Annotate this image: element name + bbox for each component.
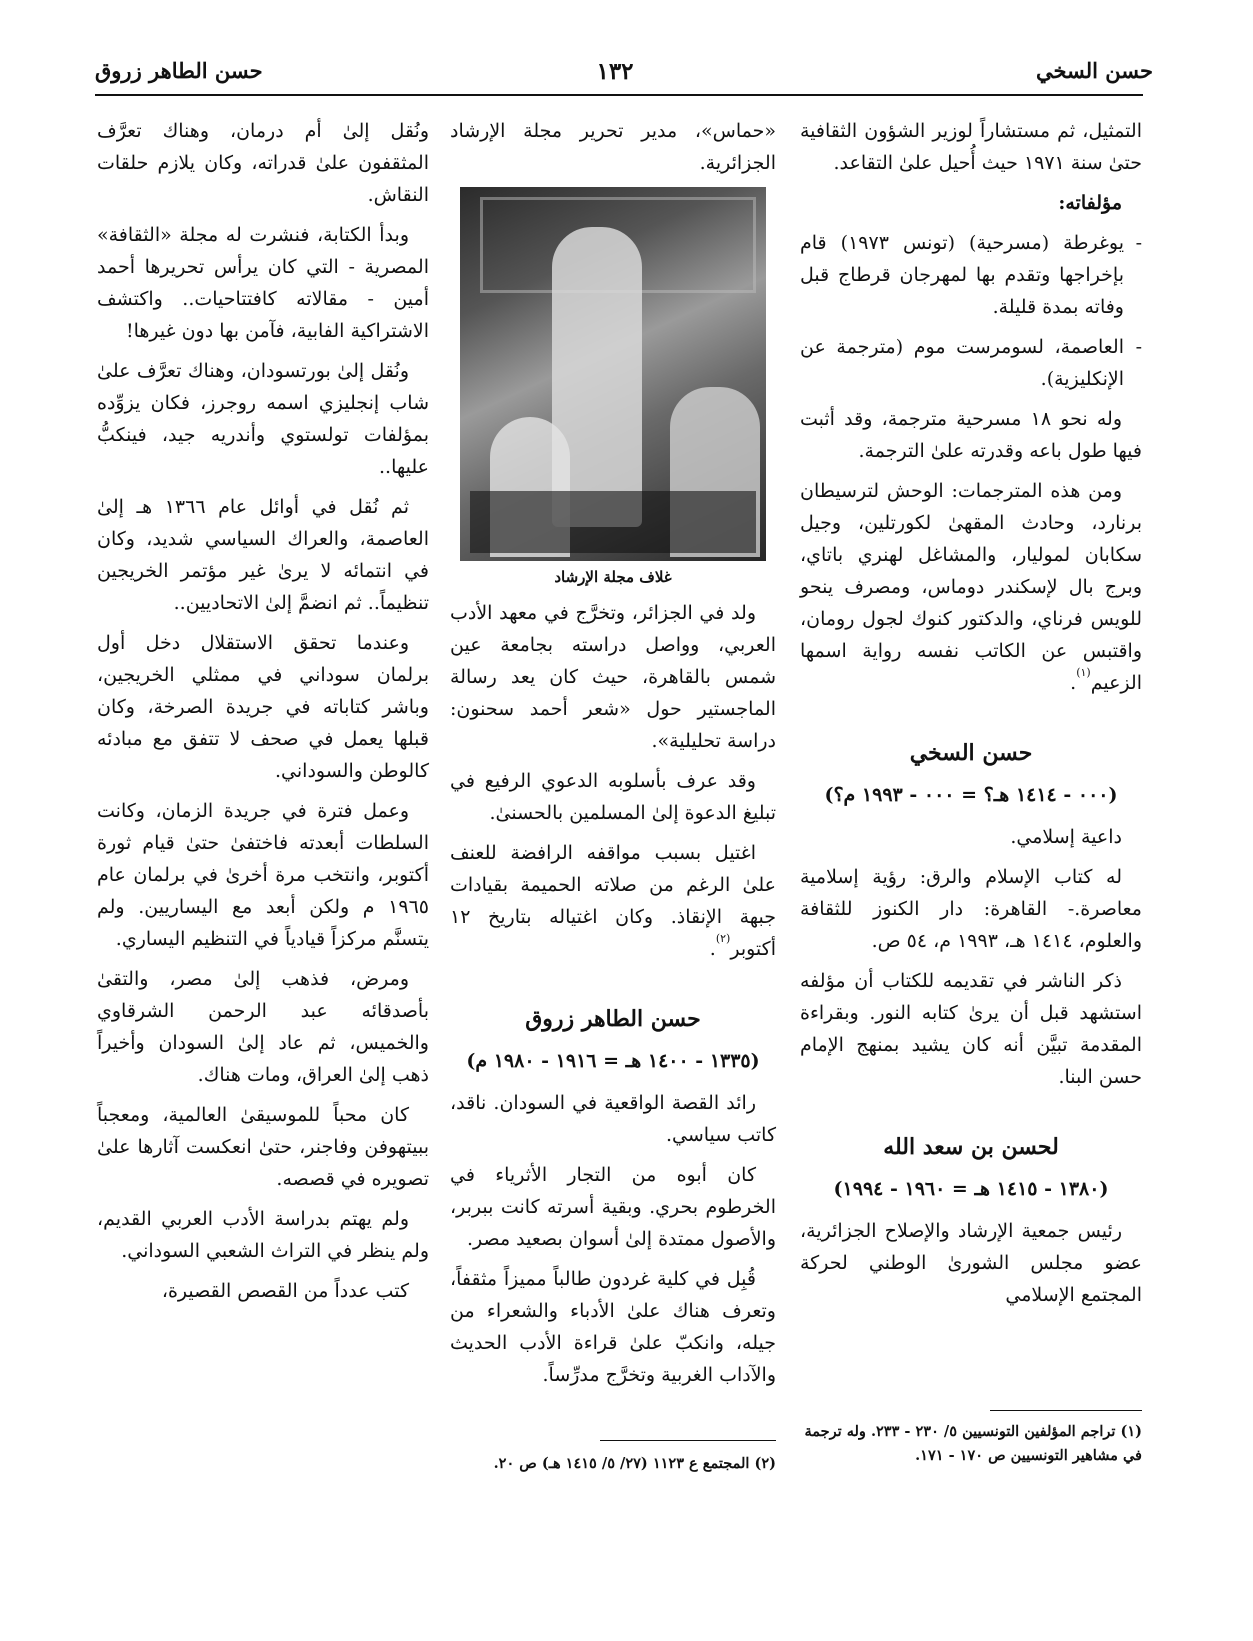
paragraph: ذكر الناشر في تقديمه للكتاب أن مؤلفه استشهد قبل أن يرىٰ كتابه النور. وبقراءة المقدمة تبيَّن أنه كان يشيد بمنهج الإمام حسن البنا.: [800, 970, 1142, 1088]
column-left: [97, 115, 429, 1315]
paragraph: ومن هذه المترجمات: الوحش لترسيطان برنارد، وحادث المقهىٰ لكورتلين، وجيل سكابان لموليار، والمشاغل لهنري باتاي، وبرج بال لإسكندر دوماس، ومصرف ينحو للويس فرناي، والدكتور كنوك لجول رومان، واقتبس عن الكاتب نفسه رواية اسمها الزعيم$^{(١)}$.: [800, 480, 1142, 694]
page-number: ١٣٢: [596, 58, 634, 85]
paragraph: كتب عدداً من القصص القصيرة،: [161, 1280, 409, 1302]
footnote-rule: [600, 1440, 776, 1441]
paragraph: وعمل فترة في جريدة الزمان، وكانت السلطات أبعدته فاختفىٰ حتىٰ قيام ثورة أكتوبر، وانتخب مرة أخرىٰ في برلمان عام ١٩٦٥ م ولكن أبعد مع اليساريين. ولم يتسنَّم مركزاً قيادياً في التنظيم اليساري.: [97, 800, 429, 950]
header-rule: [95, 94, 1143, 96]
entry-dates: (٠٠٠ - ١٤١٤ هـ؟ = ٠٠٠ - ١٩٩٣ م؟): [824, 784, 1118, 806]
paragraph: داعية إسلامي.: [1010, 826, 1122, 848]
paragraph: التمثيل، ثم مستشاراً لوزير الشؤون الثقافية حتىٰ سنة ١٩٧١ حيث أُحيل علىٰ التقاعد.: [800, 120, 1142, 174]
entry-dates: (١٣٨٠ - ١٤١٥ هـ = ١٩٦٠ - ١٩٩٤): [833, 1178, 1109, 1200]
paragraph: وعندما تحقق الاستقلال دخل أول برلمان سوداني في ممثلي الخريجين، وباشر كتاباته في جريدة الصرخة، وكان قبلها يعمل في صحف لا تتفق مع مبادئه كالوطن والسوداني.: [97, 632, 429, 782]
magazine-cover-photo: [460, 187, 766, 561]
footnote-rule: [990, 1410, 1142, 1411]
figure-caption: غلاف مجلة الإرشاد: [554, 568, 672, 586]
entry-title: لحسن بن سعد الله: [883, 1134, 1059, 1160]
list-item: - العاصمة، لسومرست موم (مترجمة عن الإنكليزية).: [800, 331, 1142, 395]
paragraph: اغتيل بسبب مواقفه الرافضة للعنف علىٰ الرغم من صلاته الحميمة بقيادات جبهة الإنقاذ. وكان اغتياله بتاريخ ١٢ أكتوبر$^{(٢)}$.: [450, 842, 776, 960]
paragraph: ولد في الجزائر، وتخرَّج في معهد الأدب العربي، وواصل دراسته بجامعة عين شمس بالقاهرة، حيث كان يعد رسالة الماجستير حول «شعر أحمد سحنون: دراسة تحليلية».: [450, 602, 776, 752]
running-header-left: حسن الطاهر زروق: [95, 58, 263, 83]
entry-title: حسن السخي: [909, 740, 1033, 766]
footnote: (١) تراجم المؤلفين التونسيين ٥/ ٢٣٠ - ٢٣٣. وله ترجمة في مشاهير التونسيين ص ١٧٠ - ١٧١.: [804, 1423, 1142, 1464]
paragraph: وبدأ الكتابة، فنشرت له مجلة «الثقافة» المصرية - التي كان يرأس تحريرها أحمد أمين - مقالاته كافتتاحيات.. واكتشف الاشتراكية الفابية، فآمن بها دون غيرها!: [97, 224, 429, 342]
paragraph: ولم يهتم بدراسة الأدب العربي القديم، ولم ينظر في التراث الشعبي السوداني.: [97, 1208, 429, 1262]
paragraph-text: اغتيل بسبب مواقفه الرافضة للعنف علىٰ الرغم من صلاته الحميمة بقيادات جبهة الإنقاذ. وكان اغتياله بتاريخ ١٢ أكتوبر: [450, 842, 776, 960]
paragraph: ومرض، فذهب إلىٰ مصر، والتقىٰ بأصدقائه عبد الرحمن الشرقاوي والخميس، ثم عاد إلىٰ السودان وأخيراً ذهب إلىٰ العراق، ومات هناك.: [97, 968, 429, 1086]
footnote-ref: (١): [1076, 666, 1091, 679]
photo-title-banner: [470, 491, 756, 553]
column-right: [800, 115, 1142, 1319]
paragraph: كان محباً للموسيقىٰ العالمية، ومعجباً ببيتهوفن وفاجنر، حتىٰ انعكست آثارها علىٰ تصويره في قصصه.: [97, 1104, 429, 1190]
works-list: [800, 227, 1142, 395]
entry-title: حسن الطاهر زروق: [525, 1006, 701, 1032]
paragraph: وقد عرف بأسلوبه الدعوي الرفيع في تبليغ الدعوة إلىٰ المسلمين بالحسنىٰ.: [450, 770, 776, 824]
paragraph: ونُقل إلىٰ أم درمان، وهناك تعرَّف المثقفون علىٰ قدراته، وكان يلازم حلقات النقاش.: [97, 120, 429, 206]
paragraph: قُبِل في كلية غردون طالباً مميزاً مثقفاً، وتعرف هناك علىٰ الأدباء والشعراء من جيله، وانكبّ علىٰ قراءة الأدب الحديث والآداب الغربية وتخرَّج مدرِّساً.: [450, 1268, 776, 1386]
footnote: (٢) المجتمع ع ١١٢٣ (٢٧/ ٥/ ١٤١٥ هـ) ص ٢٠.: [493, 1455, 776, 1472]
column-middle: [450, 115, 776, 1399]
paragraph-text: ومن هذه المترجمات: الوحش لترسيطان برنارد، وحادث المقهىٰ لكورتلين، وجيل سكابان لموليار، والمشاغل لهنري باتاي، وبرج بال لإسكندر دوماس، ومصرف ينحو للويس فرناي، والدكتور كنوك لجول رومان، واقتبس عن الكاتب نفسه رواية اسمها الزعيم: [800, 480, 1142, 694]
works-heading: مؤلفاته:: [1058, 192, 1122, 214]
entry-dates: (١٣٣٥ - ١٤٠٠ هـ = ١٩١٦ - ١٩٨٠ م): [466, 1050, 760, 1072]
running-header-right: حسن السخي: [1035, 58, 1153, 83]
paragraph: ثم نُقل في أوائل عام ١٣٦٦ هـ إلىٰ العاصمة، والعراك السياسي شديد، وكان في انتمائه لا يرىٰ غير مؤتمر الخريجين تنظيماً.. ثم انضمَّ إلىٰ الاتحاديين..: [97, 496, 429, 614]
paragraph: وله نحو ١٨ مسرحية مترجمة، وقد أثبت فيها طول باعه وقدرته علىٰ الترجمة.: [800, 408, 1142, 462]
list-item: - يوغرطة (مسرحية) (تونس ١٩٧٣) قام بإخراجها وتقدم بها لمهرجان قرطاج قبل وفاته بمدة قليلة.: [800, 227, 1142, 323]
paragraph: كان أبوه من التجار الأثرياء في الخرطوم بحري. وبقية أسرته كانت ببربر، والأصول ممتدة إلىٰ أسوان بصعيد مصر.: [450, 1164, 776, 1250]
paragraph: له كتاب الإسلام والرق: رؤية إسلامية معاصرة.- القاهرة: دار الكنوز للثقافة والعلوم، ١٤١٤ هـ، ١٩٩٣ م، ٥٤ ص.: [800, 866, 1142, 952]
footnote-ref: (٢): [715, 932, 731, 945]
paragraph: ونُقل إلىٰ بورتسودان، وهناك تعرَّف علىٰ شاب إنجليزي اسمه روجرز، فكان يزوِّده بمؤلفات تولستوي وأندريه جيد، فينكبُّ عليها..: [97, 360, 429, 478]
paragraph: رائد القصة الواقعية في السودان. ناقد، كاتب سياسي.: [450, 1092, 776, 1146]
paragraph: رئيس جمعية الإرشاد والإصلاح الجزائرية، عضو مجلس الشورىٰ الوطني لحركة المجتمع الإسلامي: [800, 1220, 1142, 1306]
paragraph: «حماس»، مدير تحرير مجلة الإرشاد الجزائرية.: [450, 120, 776, 174]
